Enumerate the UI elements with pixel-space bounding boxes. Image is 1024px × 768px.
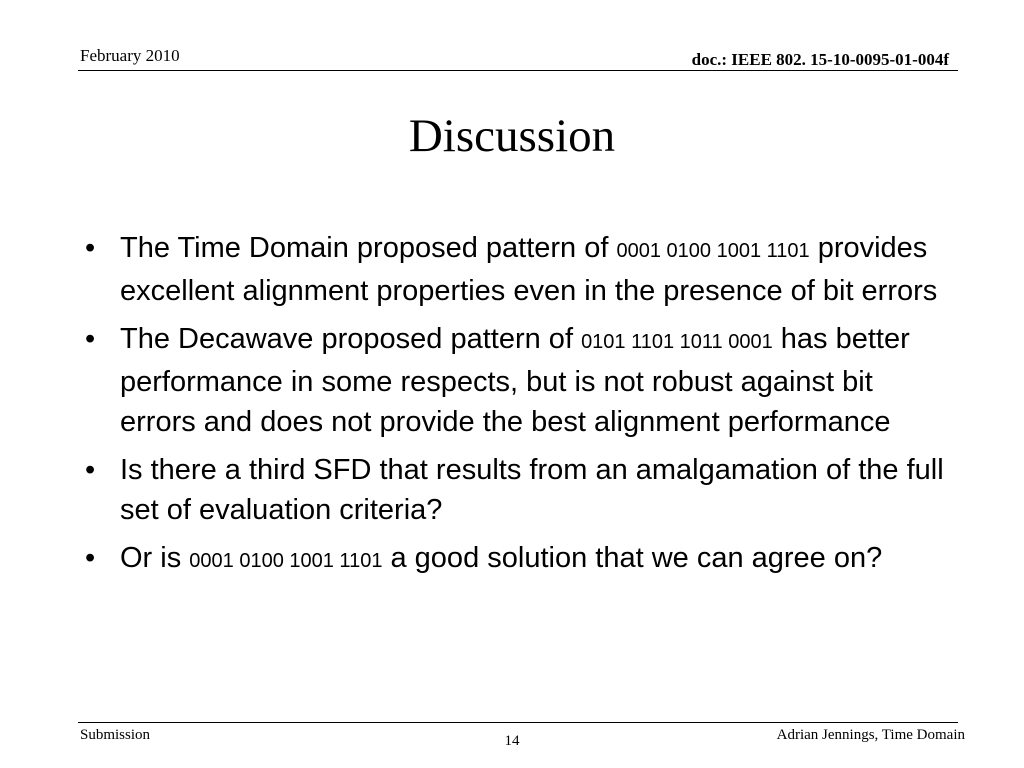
bit-pattern: 0001 0100 1001 1101 [189,550,383,572]
footer-submission: Submission [80,727,151,743]
document-id: doc.: IEEE 802. 15-10-0095-01-004f [691,50,949,69]
bullet-text: The Decawave proposed pattern of [120,323,582,355]
bullet-text: a good solution that we can agree on? [382,542,883,574]
footer-divider [78,722,958,723]
bullet-text: Or is [120,542,190,574]
bullet-dot-icon: • [85,323,96,355]
bullet-text: provides excellent alignment properties even in the presence of bit errors [120,232,938,307]
header-date: February 2010 [80,46,180,65]
bullet-item [82,538,952,581]
bullet-text: has better performance in some respects, but is not robust against bit errors and does not provide the best alignment performance [120,323,910,438]
bullet-item [82,228,952,311]
bit-pattern: 0001 0100 1001 1101 [616,240,810,262]
slide-title: Discussion [408,110,616,162]
bullet-dot-icon: • [85,232,96,264]
bullet-item [82,450,952,530]
header-divider [78,70,958,71]
bullet-dot-icon: • [85,454,96,486]
bullet-dot-icon: • [85,542,96,574]
bullet-item [82,319,952,442]
bit-pattern: 0101 1101 1011 0001 [581,331,773,353]
bullet-text: Is there a third SFD that results from an amalgamation of the full set of evaluation criteria? [120,454,944,526]
bullet-list [82,228,952,589]
bullet-text: The Time Domain proposed pattern of [120,232,617,264]
footer-author: Adrian Jennings, Time Domain [776,727,965,743]
page-number: 14 [504,733,520,749]
